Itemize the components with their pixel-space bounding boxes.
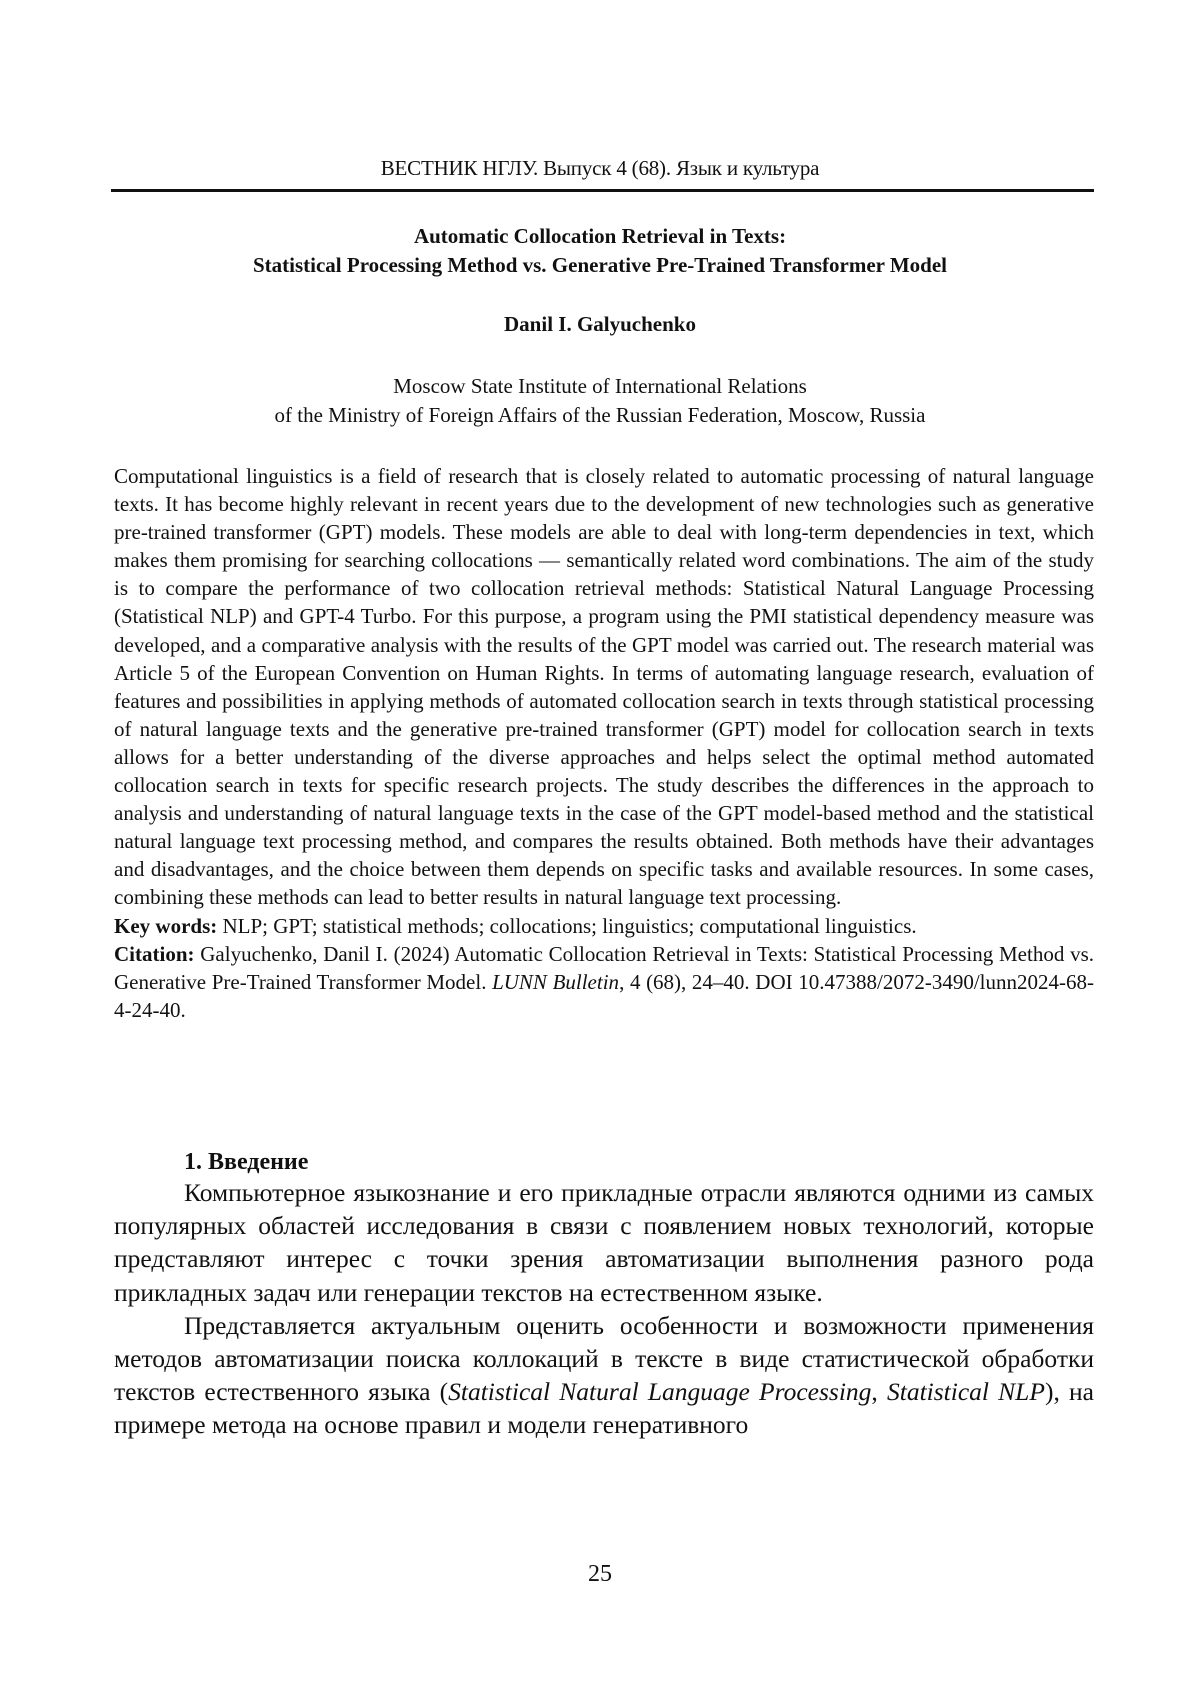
paragraph-2-continuation: ), на примере метода на основе правил и модели генеративного xyxy=(114,1377,1094,1440)
header-rule xyxy=(111,189,1094,192)
keywords-list: NLP; GPT; statistical methods; collocations; linguistics; computational linguistics. xyxy=(217,913,917,938)
citation xyxy=(114,940,1094,1024)
article-title-line-2: Statistical Processing Method vs. Generative Pre-Trained Transformer Model xyxy=(252,253,948,277)
citation-details: , 4 (68), 24–40. DOI 10.47388/2072-3490/lunn2024-68-4-24-40. xyxy=(114,969,1094,1022)
affiliation-line-1: Moscow State Institute of International Relations xyxy=(393,374,807,398)
article-title-line-1: Automatic Collocation Retrieval in Texts: xyxy=(413,224,787,248)
paragraph-2-text: Представляется актуальным оценить особенности и возможности применения методов автоматизации поиска коллокаций в тексте в виде статистической обработки текстов естественного языка ( xyxy=(114,1310,1094,1407)
keywords-label: Key words: xyxy=(114,913,218,938)
paragraph-2-italic-term: Statistical Natural Language Processing xyxy=(448,1377,872,1407)
paragraph-2-italic-abbr: Statistical NLP xyxy=(886,1377,1045,1407)
keywords xyxy=(114,912,1094,940)
running-head: ВЕСТНИК НГЛУ. Выпуск 4 (68). Язык и культура xyxy=(380,156,820,180)
affiliation-line-2: of the Ministry of Foreign Affairs of the Russian Federation, Moscow, Russia xyxy=(274,403,926,427)
author-name: Danil I. Galyuchenko xyxy=(504,312,696,336)
section-body xyxy=(114,1176,1094,1442)
abstract xyxy=(114,462,1094,1024)
page-number: 25 xyxy=(588,1561,612,1587)
citation-label: Citation: xyxy=(114,941,195,966)
body-paragraph-2 xyxy=(114,1309,1094,1442)
abstract-text: Computational linguistics is a field of research that is closely related to automatic processing of natural language texts. It has become highly relevant in recent years due to the development of new technologies such as generative pre-trained transformer (GPT) models. These models are able to deal with long-term dependencies in text, which makes them promising for searching collocations — semantically related word combinations. The aim of the study is to compare the performance of two collocation retrieval methods: Statistical Natural Language Processing (Statistical NLP) and GPT-4 Turbo. For this purpose, a program using the PMI statistical dependency measure was developed, and a comparative analysis with the results of the GPT model was carried out. The research material was Article 5 of the European Convention on Human Rights. In terms of automating language research, evaluation of features and possibilities in applying methods of automated collocation search in texts through statistical processing of natural language texts and the generative pre-trained transformer (GPT) model for collocation search in texts allows for a better understanding of the diverse approaches and helps select the optimal method automated collocation search in texts for specific research projects. The study describes the differences in the approach to analysis and understanding of natural language texts in the case of the GPT model-based method and the statistical natural language text processing method, and compares the results obtained. Both methods have their advantages and disadvantages, and the choice between them depends on specific tasks and available resources. In some cases, combining these methods can lead to better results in natural language text processing. xyxy=(114,464,1094,910)
author-affiliation xyxy=(0,372,1200,430)
body-paragraph-1: Компьютерное языкознание и его прикладные отрасли являются одними из самых популярных областей исследования в связи с появлением новых технологий, которые представляют интерес с точки зрения автоматизации выполнения разного рода прикладных задач или генерации текстов на естественном языке. xyxy=(114,1178,1094,1307)
article-title xyxy=(0,222,1200,280)
section-heading: 1. Введение xyxy=(184,1149,309,1175)
paragraph-2-separator: , xyxy=(871,1377,887,1407)
citation-text: Galyuchenko, Danil I. (2024) Automatic Collocation Retrieval in Texts: Statistical Processing Method vs. Generative Pre-Trained Transformer Model. xyxy=(114,941,1094,994)
citation-journal: LUNN Bulletin xyxy=(492,969,620,994)
